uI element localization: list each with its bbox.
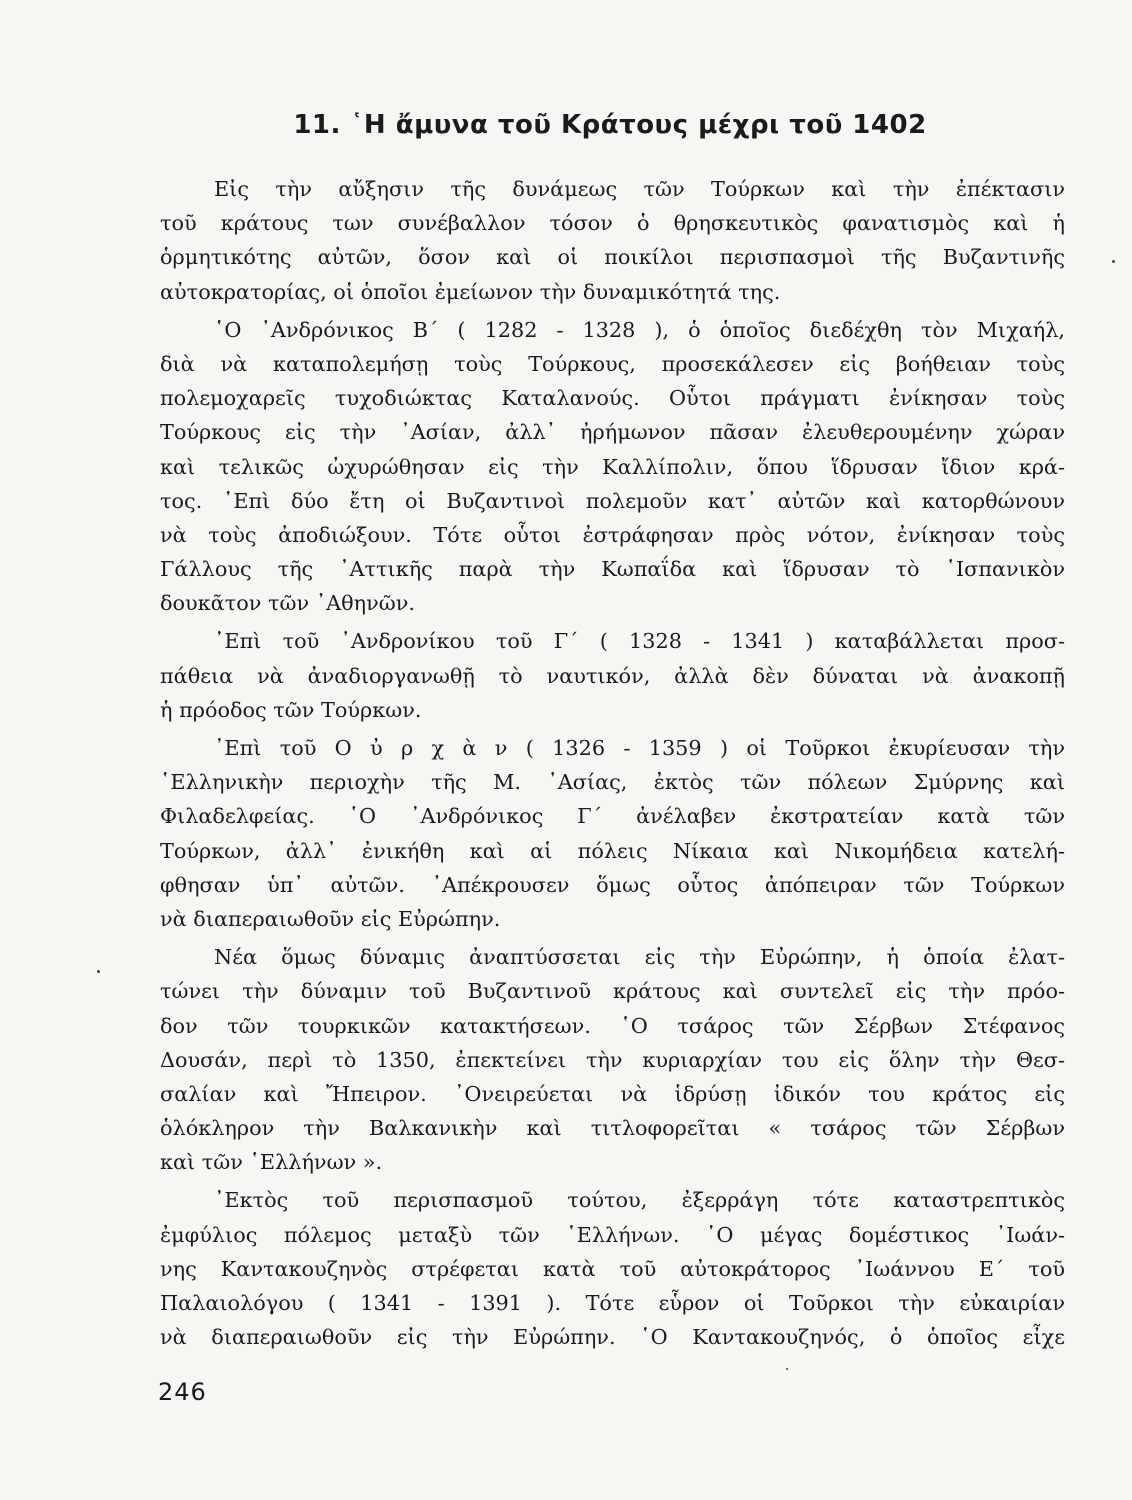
text-line: δον τῶν τουρκικῶν κατακτήσεων. ῾Ο τσάρος τῶν Σέρβων Στέφανος [160,1013,1065,1038]
text-line: Δουσάν, περὶ τὸ 1350, ἐπεκτείνει τὴν κυριαρχίαν του εἰς ὅλην τὴν Θεσ- [160,1047,1065,1072]
paragraph [160,731,1065,936]
text-line: νης Καντακουζηνὸς στρέφεται κατὰ τοῦ αὐτοκράτορος ᾿Ιωάννου Ε΄ τοῦ [160,1256,1065,1281]
text-line: ὁλόκληρον τὴν Βαλκανικὴν καὶ τιτλοφορεῖται « τσάρος τῶν Σέρβων [160,1116,1065,1141]
paragraph [160,940,1065,1179]
text-line: τοῦ κράτους των συνέβαλλον τόσον ὁ θρησκευτικὸς φανατισμὸς καὶ ἡ [160,211,1065,236]
page-number: 246 [158,1378,207,1406]
text-line: ᾿Επὶ τοῦ ᾿Ανδρονίκου τοῦ Γ΄ ( 1328 - 1341 ) καταβάλλεται προσ- [214,629,1065,654]
text-line: καὶ τῶν ῾Ελλήνων ». [160,1150,383,1175]
scan-speck [97,970,100,973]
section-heading: 11. ῾Η ἄμυνα τοῦ Κράτους μέχρι τοῦ 1402 [293,110,927,140]
paragraph [160,172,1065,309]
text-line: φθησαν ὑπ᾿ αὐτῶν. ᾿Απέκρουσεν ὅμως οὗτος ἀπόπειραν τῶν Τούρκων [160,872,1065,897]
text-line: νὰ διαπεραιωθοῦν εἰς τὴν Εὐρώπην. ῾Ο Καντακουζηνός, ὁ ὁποῖος εἶχε [160,1325,1065,1350]
text-line: καὶ τελικῶς ὠχυρώθησαν εἰς τὴν Καλλίπολιν, ὅπου ἵδρυσαν ἴδιον κρά- [160,454,1065,479]
paragraph [160,1183,1065,1354]
text-line: ῾Ο ᾿Ανδρόνικος Β΄ ( 1282 - 1328 ), ὁ ὁποῖος διεδέχθη τὸν Μιχαήλ, [214,317,1065,342]
text-line: Παλαιολόγου ( 1341 - 1391 ). Τότε εὗρον οἱ Τοῦρκοι τὴν εὐκαιρίαν [160,1291,1065,1315]
text-line: ᾿Εκτὸς τοῦ περισπασμοῦ τούτου, ἐξερράγη τότε καταστρεπτικὸς [214,1188,1065,1213]
text-line: σαλίαν καὶ Ἤπειρον. ᾿Ονειρεύεται νὰ ἱδρύσῃ ἰδικόν του κράτος εἰς [160,1081,1065,1106]
text-line: Τούρκων, ἀλλ᾿ ἐνικήθη καὶ αἱ πόλεις Νίκαια καὶ Νικομήδεια κατελή- [160,838,1065,863]
text-line: νὰ τοὺς ἀποδιώξουν. Τότε οὗτοι ἐστράφησαν πρὸς νότον, ἐνίκησαν τοὺς [160,522,1065,547]
text-line: δουκᾶτον τῶν ᾿Αθηνῶν. [160,591,415,616]
text-line: ἐμφύλιος πόλεμος μεταξὺ τῶν ῾Ελλήνων. ῾Ο μέγας δομέστικος ᾿Ιωάν- [160,1222,1065,1247]
text-line: τώνει τὴν δύναμιν τοῦ Βυζαντινοῦ κράτους καὶ συντελεῖ εἰς τὴν πρόο- [160,979,1065,1004]
body-text [160,172,1065,1358]
scan-speck [786,1368,788,1370]
text-line: αὐτοκρατορίας, οἱ ὁποῖοι ἐμείωνον τὴν δυναμικότητά της. [160,279,781,304]
paragraph [160,624,1065,727]
paragraph [160,313,1065,621]
text-line: πολεμοχαρεῖς τυχοδιώκτας Καταλανούς. Οὗτοι πράγματι ἐνίκησαν τοὺς [160,386,1065,411]
text-line: ὁρμητικότης αὐτῶν, ὅσον καὶ οἱ ποικίλοι περισπασμοὶ τῆς Βυζαντινῆς [160,245,1065,270]
text-line: Γάλλους τῆς ᾿Αττικῆς παρὰ τὴν Κωπαΐδα καὶ ἵδρυσαν τὸ ῾Ισπανικὸν [160,557,1065,582]
text-line: Τούρκους εἰς τὴν ᾿Ασίαν, ἀλλ᾿ ἠρήμωνον πᾶσαν ἐλευθερουμένην χώραν [160,420,1065,445]
text-line: ἡ πρόοδος τῶν Τούρκων. [160,697,422,722]
text-line: Εἰς τὴν αὔξησιν τῆς δυνάμεως τῶν Τούρκων καὶ τὴν ἐπέκτασιν [214,177,1065,201]
text-line: ᾿Επὶ τοῦ Ο ὐ ρ χ ὰ ν ( 1326 - 1359 ) οἱ Τοῦρκοι ἐκυρίευσαν τὴν [214,736,1065,760]
text-line: πάθεια νὰ ἀναδιοργανωθῇ τὸ ναυτικόν, ἀλλὰ δὲν δύναται νὰ ἀνακοπῇ [160,663,1065,688]
scan-speck [1112,260,1115,263]
text-line: ῾Ελληνικὴν περιοχὴν τῆς Μ. ᾿Ασίας, ἐκτὸς τῶν πόλεων Σμύρνης καὶ [160,770,1065,795]
text-line: Νέα ὅμως δύναμις ἀναπτύσσεται εἰς τὴν Εὐρώπην, ἡ ὁποία ἐλατ- [214,945,1065,970]
text-line: Φιλαδελφείας. ῾Ο ᾿Ανδρόνικος Γ΄ ἀνέλαβεν ἐκστρατείαν κατὰ τῶν [160,804,1065,829]
text-line: νὰ διαπεραιωθοῦν εἰς Εὐρώπην. [160,906,501,931]
text-line: τος. ᾿Επὶ δύο ἔτη οἱ Βυζαντινοὶ πολεμοῦν κατ᾿ αὐτῶν καὶ κατορθώνουν [160,488,1065,513]
text-line: διὰ νὰ καταπολεμήσῃ τοὺς Τούρκους, προσεκάλεσεν εἰς βοήθειαν τοὺς [160,351,1065,376]
